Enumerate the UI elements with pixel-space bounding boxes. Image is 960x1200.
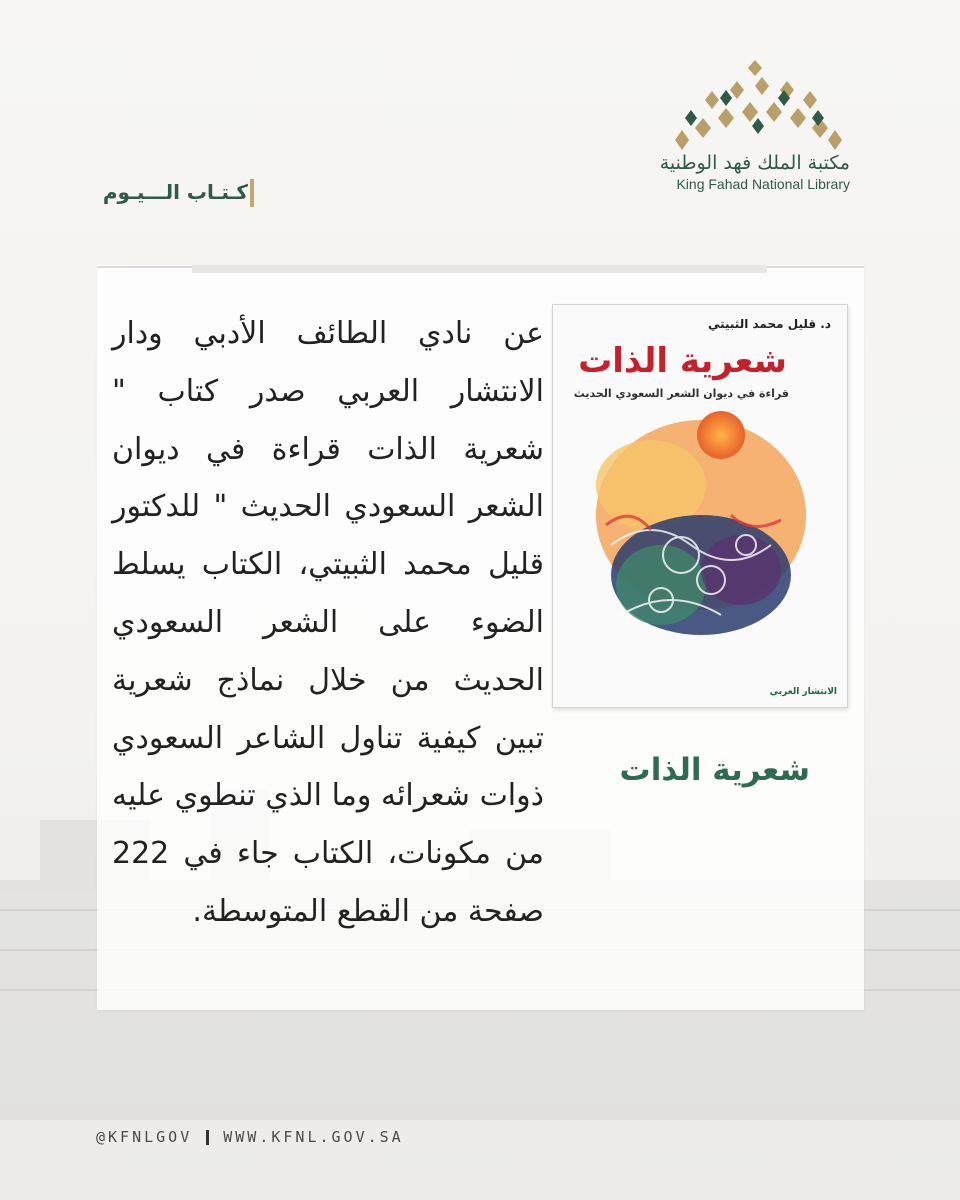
logo-english-text: King Fahad National Library bbox=[676, 176, 850, 192]
section-title: كـتـاب الـــيـوم bbox=[102, 180, 248, 204]
cover-publisher: الانتشار العربي bbox=[769, 687, 837, 697]
footer-separator bbox=[206, 1130, 209, 1145]
library-logo bbox=[640, 60, 850, 200]
website-link[interactable]: WWW.KFNL.GOV.SA bbox=[223, 1128, 404, 1146]
cover-subtitle: قراءة في ديوان الشعر السعودي الحديث bbox=[573, 387, 789, 400]
book-title: شعرية الذات bbox=[619, 752, 810, 788]
cover-author: د. قليل محمد الثبيتي bbox=[707, 317, 831, 331]
social-handle[interactable]: @KFNLGOV bbox=[96, 1128, 193, 1146]
book-description: عن نادي الطائف الأدبي ودار الانتشار العربي صدر كتاب " شعرية الذات قراءة في ديوان الشعر السعودي الحديث " للدكتور قليل محمد الثبيتي، الكتاب يسلط الضوء على الشعر السعودي الحديث من خلال نماذج شعرية تبين كيفية تناول الشاعر السعودي ذوات شعرائه وما الذي تنطوي عليه من مكونات، الكتاب جاء في 222 صفحة من القطع المتوسطة. bbox=[112, 316, 544, 929]
cover-title: شعرية الذات bbox=[578, 341, 787, 381]
title-accent-bar bbox=[250, 179, 254, 207]
footer bbox=[96, 1128, 404, 1146]
card-top-accent bbox=[192, 265, 767, 273]
cover-artwork bbox=[591, 395, 811, 655]
logo-arabic-text: مكتبة الملك فهد الوطنية bbox=[659, 152, 850, 174]
book-cover bbox=[552, 304, 848, 708]
logo-lattice-icon bbox=[660, 60, 850, 150]
